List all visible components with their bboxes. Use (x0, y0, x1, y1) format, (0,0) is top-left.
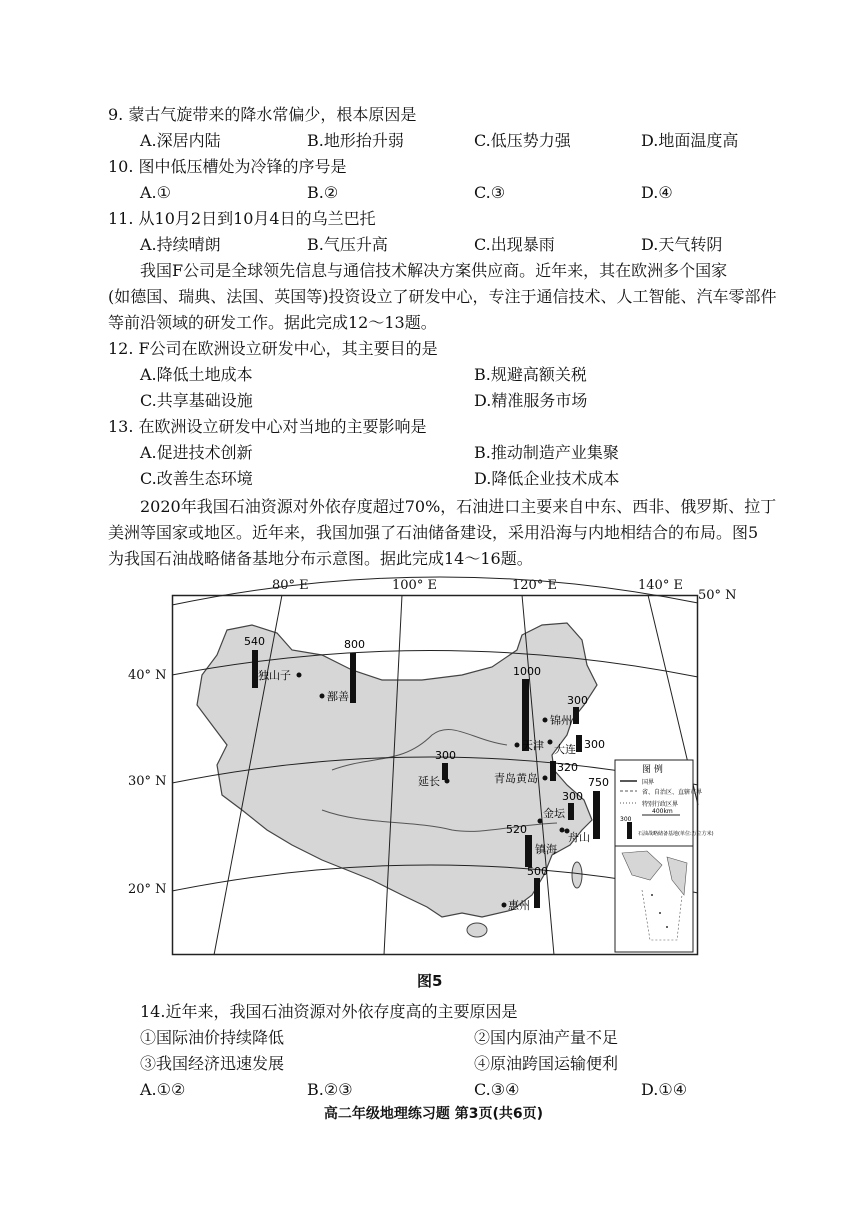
passage2-line-2: 美洲等国家或地区。近年来，我国加强了石油储备建设，采用沿海与内地相结合的布局。图5 (108, 523, 759, 542)
q9-option-a: A.深居内陆 (140, 131, 221, 150)
svg-text:800: 800 (344, 638, 365, 651)
svg-text:300: 300 (620, 816, 632, 823)
q12-option-d: D.精准服务市场 (474, 391, 588, 410)
q11-option-c: C.出现暴雨 (474, 235, 555, 254)
lon-label-80e: 80° E (272, 578, 309, 593)
q13-option-c: C.改善生态环境 (140, 469, 253, 488)
svg-text:300: 300 (562, 790, 583, 803)
svg-text:300: 300 (567, 694, 588, 707)
svg-text:特别行政区界: 特别行政区界 (642, 801, 679, 808)
q14-option-d: D.①④ (641, 1080, 688, 1099)
svg-text:独山子: 独山子 (258, 669, 291, 682)
svg-text:延长: 延长 (418, 775, 440, 788)
svg-text:镇海: 镇海 (535, 843, 557, 856)
q14-item-4: ④原油跨国运输便利 (474, 1054, 619, 1073)
q9-option-d: D.地面温度高 (641, 131, 739, 150)
q11-option-a: A.持续晴朗 (140, 235, 221, 254)
passage1-line-3: 等前沿领域的研发工作。据此完成12～13题。 (108, 313, 437, 332)
q10-option-c: C.③ (474, 183, 506, 202)
taiwan-island (572, 862, 582, 888)
lat-label-40n: 40° N (128, 668, 167, 683)
hainan-island (467, 923, 487, 937)
q13-option-b: B.推动制造产业集聚 (474, 443, 619, 462)
map-legend (615, 760, 714, 846)
svg-text:540: 540 (244, 635, 265, 648)
q10-option-d: D.④ (641, 183, 673, 202)
svg-text:石油战略储备基地(单位:万立方米): 石油战略储备基地(单位:万立方米) (638, 831, 714, 837)
svg-text:300: 300 (435, 749, 456, 762)
passage1-line-1: 我国F公司是全球领先信息与通信技术解决方案供应商。近年来，其在欧洲多个国家 (140, 261, 728, 280)
q14-option-b: B.②③ (307, 1080, 353, 1099)
oil-reserve-map (172, 595, 714, 955)
passage2-line-3: 为我国石油战略储备基地分布示意图。据此完成14～16题。 (108, 549, 533, 568)
q14-option-c: C.③④ (474, 1080, 520, 1099)
lon-label-120e: 120° E (512, 578, 557, 593)
lon-label-100e: 100° E (392, 578, 437, 593)
lat-label-20n: 20° N (128, 882, 167, 897)
svg-text:大连: 大连 (554, 743, 576, 756)
q14-item-3: ③我国经济迅速发展 (140, 1054, 285, 1073)
q13-option-a: A.促进技术创新 (140, 443, 253, 462)
svg-text:图 例: 图 例 (642, 765, 663, 775)
svg-text:750: 750 (588, 776, 609, 789)
q10-stem: 10. 图中低压槽处为冷锋的序号是 (108, 157, 347, 176)
svg-text:锦州: 锦州 (550, 714, 572, 727)
q9-stem: 9. 蒙古气旋带来的降水常偏少，根本原因是 (108, 105, 417, 124)
q12-option-a: A.降低土地成本 (140, 365, 253, 384)
svg-text:省、自治区、直辖市界: 省、自治区、直辖市界 (642, 789, 703, 796)
svg-text:青岛黄岛: 青岛黄岛 (494, 772, 538, 785)
q9-option-b: B.地形抬升弱 (307, 131, 404, 150)
svg-text:舟山: 舟山 (568, 831, 590, 844)
passage2-line-1: 2020年我国石油资源对外依存度超过70%，石油进口主要来自中东、西非、俄罗斯、拉丁 (140, 497, 777, 516)
q14-item-1: ①国际油价持续降低 (140, 1028, 285, 1047)
svg-text:520: 520 (506, 823, 527, 836)
q14-stem: 14.近年来，我国石油资源对外依存度高的主要原因是 (140, 1002, 518, 1021)
passage1-line-2: (如德国、瑞典、法国、英国等)投资设立了研发中心，专注于通信技术、人工智能、汽车零部件 (108, 287, 777, 306)
svg-text:国界: 国界 (642, 779, 655, 786)
svg-text:320: 320 (557, 761, 578, 774)
q12-stem: 12. F公司在欧洲设立研发中心，其主要目的是 (108, 339, 438, 358)
svg-text:惠州: 惠州 (508, 899, 530, 912)
q11-option-b: B.气压升高 (307, 235, 388, 254)
q9-option-c: C.低压势力强 (474, 131, 571, 150)
map-svg (172, 595, 714, 955)
q12-option-c: C.共享基础设施 (140, 391, 253, 410)
lat-label-50n: 50° N (698, 588, 737, 603)
svg-text:天津: 天津 (522, 739, 544, 752)
svg-text:1000: 1000 (513, 665, 541, 678)
svg-text:500: 500 (527, 865, 548, 878)
south-china-sea-inset (615, 846, 693, 952)
q10-option-b: B.② (307, 183, 339, 202)
figure-caption: 图5 (417, 972, 443, 990)
q11-stem: 11. 从10月2日到10月4日的乌兰巴托 (108, 209, 376, 228)
lat-label-30n: 30° N (128, 774, 167, 789)
svg-text:鄯善: 鄯善 (327, 690, 349, 703)
q10-option-a: A.① (140, 183, 171, 202)
q14-item-2: ②国内原油产量不足 (474, 1028, 619, 1047)
svg-text:400km: 400km (652, 808, 673, 815)
page-footer: 高二年级地理练习题 第3页(共6页) (323, 1106, 544, 1122)
lon-label-140e: 140° E (638, 578, 683, 593)
q12-option-b: B.规避高额关税 (474, 365, 587, 384)
svg-text:金坛: 金坛 (543, 807, 565, 820)
q13-stem: 13. 在欧洲设立研发中心对当地的主要影响是 (108, 417, 427, 436)
q11-option-d: D.天气转阴 (641, 235, 723, 254)
q13-option-d: D.降低企业技术成本 (474, 469, 620, 488)
q14-option-a: A.①② (140, 1080, 186, 1099)
svg-text:300: 300 (584, 738, 605, 751)
